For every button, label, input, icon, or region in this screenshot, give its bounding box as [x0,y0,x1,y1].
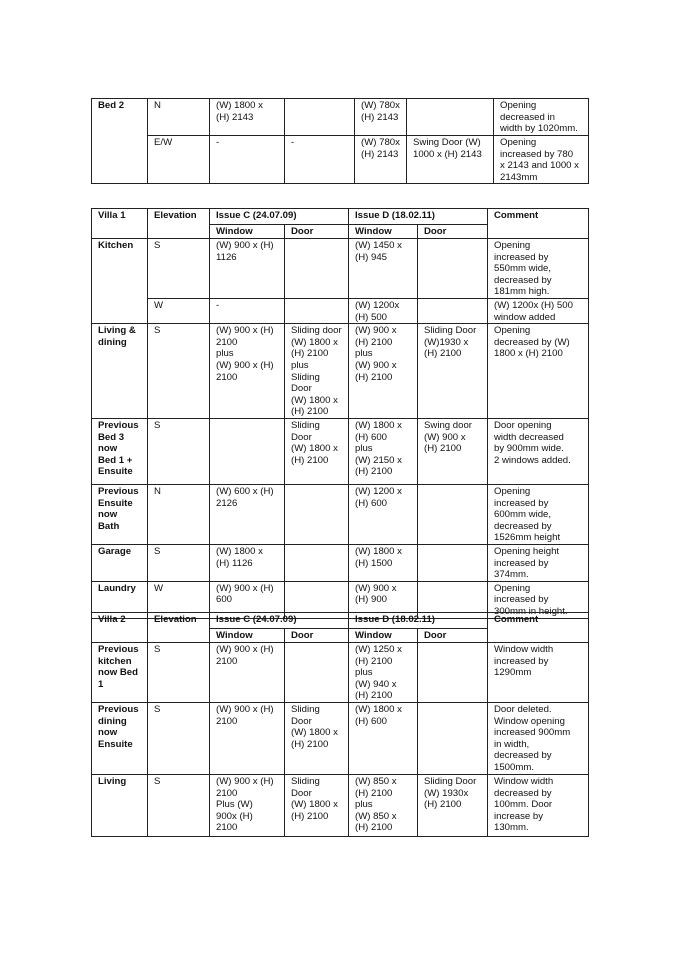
issue-d-window-cell: (W) 1800 x (H) 600 plus (W) 2150 x (H) 2100 [349,418,418,484]
comment-cell: Opening increased by 600mm wide, decreased by 1526mm height [488,484,589,544]
window-header: Window [210,629,285,643]
issue-c-door-cell [285,299,349,324]
issue-d-window-cell: (W) 780x (H) 2143 [355,136,407,184]
issue-d-window-cell: (W) 1800 x (H) 1500 [349,544,418,581]
table-title: Villa 2 [92,613,148,643]
comment-cell: Opening height increased by 374mm. [488,544,589,581]
issue-d-door-cell [418,544,488,581]
table-row [92,544,589,581]
window-header: Window [349,629,418,643]
issue-c-door-cell [285,484,349,544]
comment-cell: Window width decreased by 100mm. Door increase by 130mm. [488,775,589,837]
issue-c-door-cell [285,643,349,703]
comment-cell: Opening increased by 300mm in height. [488,581,589,618]
issue-d-door-cell [407,99,494,136]
issue-d-window-cell: (W) 1250 x (H) 2100 plus (W) 940 x (H) 2100 [349,643,418,703]
issue-d-window-cell: (W) 1200x (H) 500 [349,299,418,324]
issue-c-door-cell: - [285,136,355,184]
issue-c-header: Issue C (24.07.09) [210,613,349,629]
door-header: Door [418,629,488,643]
elevation-cell: S [148,544,210,581]
row-label: Laundry [92,581,148,618]
row-label: Previous Ensuite now Bath [92,484,148,544]
issue-c-window-cell: (W) 1800 x (H) 1126 [210,544,285,581]
window-header: Window [210,225,285,239]
door-header: Door [285,629,349,643]
issue-c-door-cell [285,99,355,136]
issue-c-door-cell [285,544,349,581]
issue-d-window-cell: (W) 850 x (H) 2100 plus (W) 850 x (H) 2100 [349,775,418,837]
table-row [92,239,589,299]
row-label: Garage [92,544,148,581]
issue-c-window-cell: - [210,136,285,184]
row-label: Living [92,775,148,837]
issue-c-window-cell: (W) 900 x (H) 2100 plus (W) 900 x (H) 2100 [210,324,285,419]
table-row [92,775,589,837]
issue-d-window-cell: (W) 1200 x (H) 600 [349,484,418,544]
comment-cell: Door deleted. Window opening increased 900mm in width, decreased by 1500mm. [488,703,589,775]
issue-d-door-cell [418,299,488,324]
header-row [92,209,589,225]
comment-cell: Opening decreased in width by 1020mm. [494,99,589,136]
issue-c-window-cell: (W) 900 x (H) 2100 [210,703,285,775]
villa2-table [91,612,589,837]
issue-c-door-cell: Sliding Door (W) 1800 x (H) 2100 [285,703,349,775]
elevation-header: Elevation [148,209,210,239]
elevation-cell: S [148,703,210,775]
issue-c-window-cell: (W) 900 x (H) 2100 Plus (W) 900x (H) 2100 [210,775,285,837]
issue-d-door-cell: Swing door (W) 900 x (H) 2100 [418,418,488,484]
table-row [92,299,589,324]
row-label: Previous dining now Ensuite [92,703,148,775]
elevation-cell: S [148,239,210,299]
issue-c-door-cell: Sliding door (W) 1800 x (H) 2100 plus Sliding Door (W) 1800 x (H) 2100 [285,324,349,419]
elevation-cell: S [148,324,210,419]
issue-d-window-cell: (W) 1450 x (H) 945 [349,239,418,299]
comment-cell: (W) 1200x (H) 500 window added [488,299,589,324]
comment-cell: Opening increased by 780 x 2143 and 1000 x 2143mm [494,136,589,184]
table-row [92,703,589,775]
window-header: Window [349,225,418,239]
row-label: Living & dining [92,324,148,419]
door-header: Door [418,225,488,239]
table-title: Villa 1 [92,209,148,239]
issue-d-door-cell [418,703,488,775]
table-row [92,418,589,484]
issue-c-door-cell: Sliding Door (W) 1800 x (H) 2100 [285,418,349,484]
elevation-header: Elevation [148,613,210,643]
issue-c-door-cell [285,239,349,299]
comment-cell: Door opening width decreased by 900mm wide. 2 windows added. [488,418,589,484]
header-row [92,613,589,629]
table-row [92,99,589,136]
issue-d-door-cell: Swing Door (W) 1000 x (H) 2143 [407,136,494,184]
comment-cell: Window width increased by 1290mm [488,643,589,703]
table-row [92,643,589,703]
elevation-cell: E/W [148,136,210,184]
door-header: Door [285,225,349,239]
table-row [92,324,589,419]
issue-d-header: Issue D (18.02.11) [349,613,488,629]
row-label: Bed 2 [92,99,148,184]
issue-d-door-cell: Sliding Door (W) 1930x (H) 2100 [418,775,488,837]
issue-d-door-cell [418,239,488,299]
issue-c-door-cell: Sliding Door (W) 1800 x (H) 2100 [285,775,349,837]
elevation-cell: N [148,99,210,136]
issue-d-window-cell: (W) 900 x (H) 900 [349,581,418,618]
issue-c-window-cell: (W) 900 x (H) 1126 [210,239,285,299]
issue-d-header: Issue D (18.02.11) [349,209,488,225]
issue-c-window-cell: (W) 1800 x (H) 2143 [210,99,285,136]
issue-c-header: Issue C (24.07.09) [210,209,349,225]
issue-c-window-cell: (W) 900 x (H) 2100 [210,643,285,703]
table-row [92,136,589,184]
bed2-table [91,98,589,184]
issue-d-window-cell: (W) 1800 x (H) 600 [349,703,418,775]
elevation-cell: W [148,299,210,324]
elevation-cell: W [148,581,210,618]
elevation-cell: S [148,643,210,703]
table-row [92,484,589,544]
issue-c-window-cell: (W) 600 x (H) 2126 [210,484,285,544]
row-label: Kitchen [92,239,148,324]
issue-d-door-cell [418,484,488,544]
elevation-cell: S [148,775,210,837]
issue-d-window-cell: (W) 780x (H) 2143 [355,99,407,136]
elevation-cell: N [148,484,210,544]
issue-d-door-cell: Sliding Door (W)1930 x (H) 2100 [418,324,488,419]
comment-header: Comment [488,209,589,239]
issue-d-window-cell: (W) 900 x (H) 2100 plus (W) 900 x (H) 2100 [349,324,418,419]
row-label: Previous kitchen now Bed 1 [92,643,148,703]
comment-header: Comment [488,613,589,643]
elevation-cell: S [148,418,210,484]
issue-c-window-cell: - [210,299,285,324]
issue-c-window-cell [210,418,285,484]
comment-cell: Opening decreased by (W) 1800 x (H) 2100 [488,324,589,419]
comment-cell: Opening increased by 550mm wide, decreased by 181mm high. [488,239,589,299]
villa1-table [91,208,589,619]
row-label: Previous Bed 3 now Bed 1 + Ensuite [92,418,148,484]
issue-c-window-cell: (W) 900 x (H) 600 [210,581,285,618]
issue-d-door-cell [418,643,488,703]
